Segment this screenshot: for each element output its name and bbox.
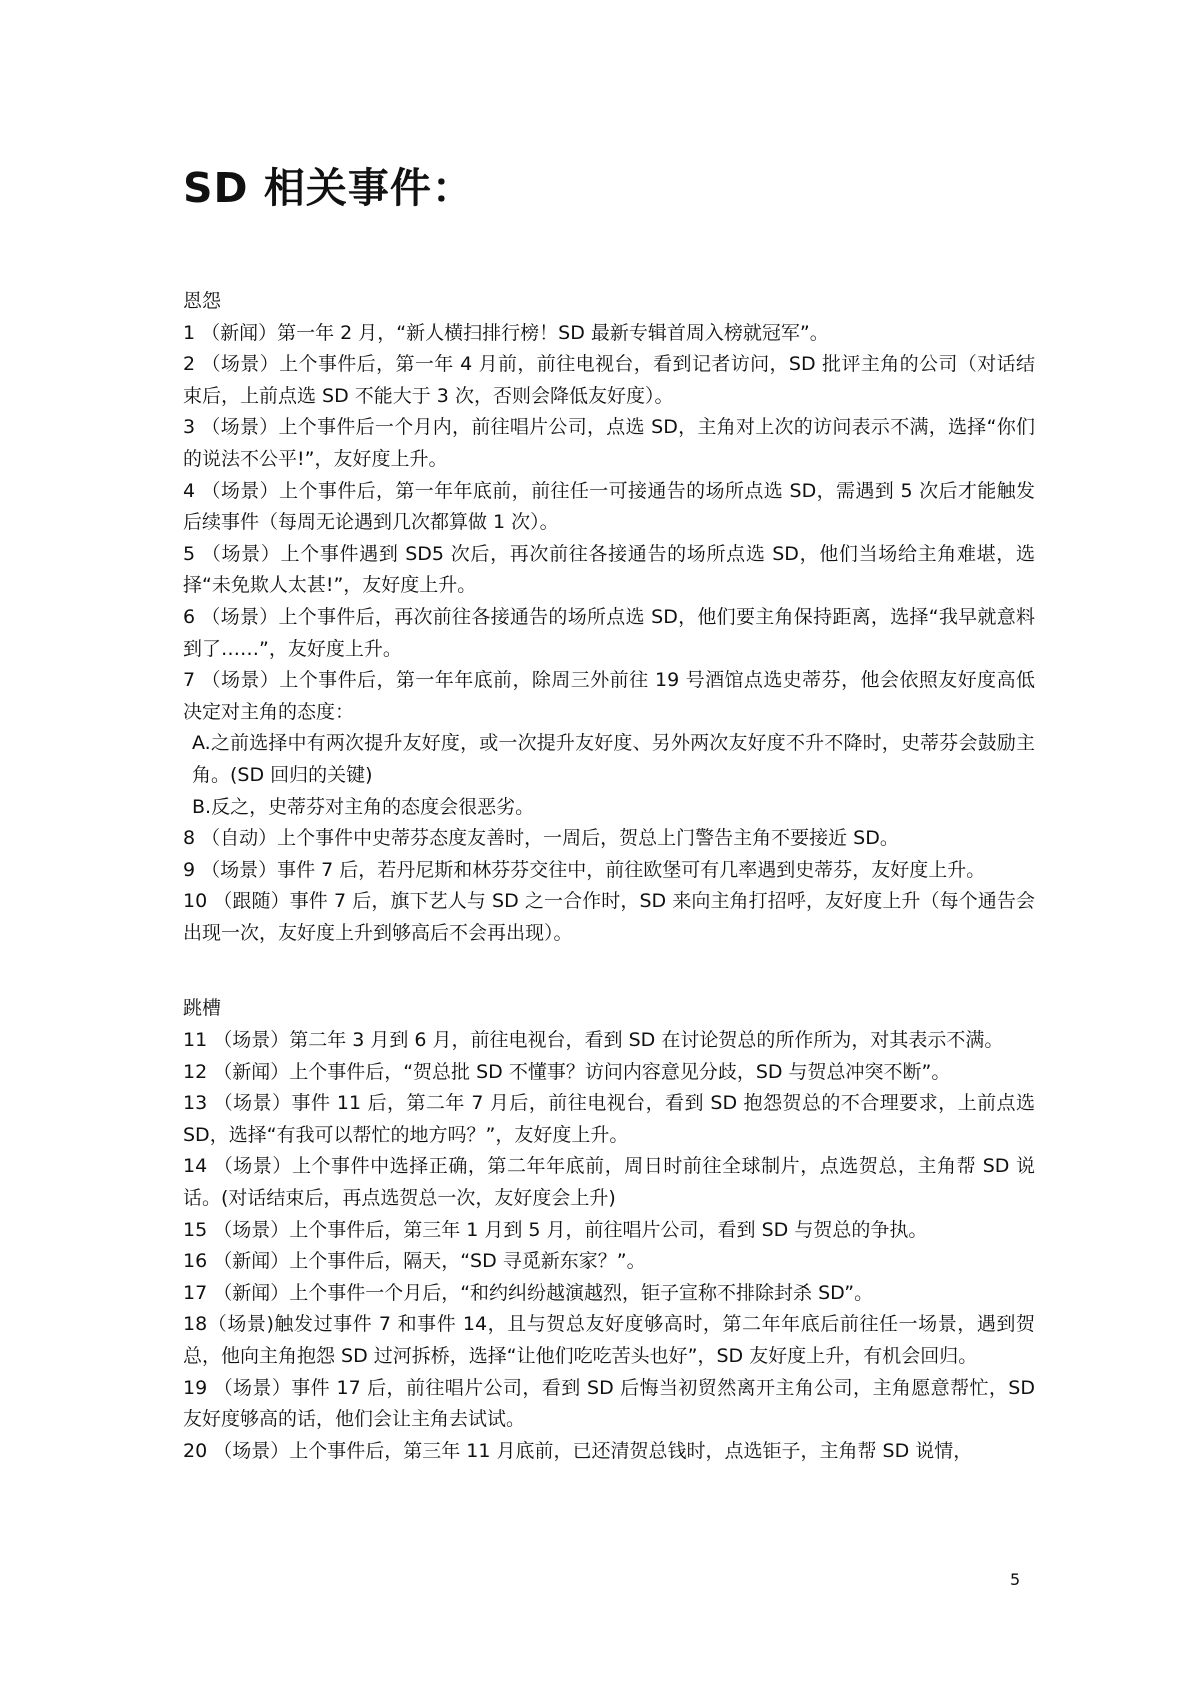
event-paragraph: 5 （场景）上个事件遇到 SD5 次后，再次前往各接通告的场所点选 SD，他们当场给主角难堪，选择“未免欺人太甚!”，友好度上升。 xyxy=(183,542,1035,597)
event-paragraph: 3 （场景）上个事件后一个月内，前往唱片公司，点选 SD，主角对上次的访问表示不满，选择“你们的说法不公平!”，友好度上升。 xyxy=(183,416,1035,470)
option-paragraph: B.反之，史蒂芬对主角的态度会很恶劣。 xyxy=(192,795,535,818)
event-paragraph: 2 （场景）上个事件后，第一年 4 月前，前往电视台，看到记者访问，SD 批评主角的公司（对话结束后，上前点选 SD 不能大于 3 次，否则会降低友好度）。 xyxy=(183,353,1035,407)
event-paragraph: 9 （场景）事件 7 后，若丹尼斯和林芬芬交往中，前往欧堡可有几率遇到史蒂芬，友好度上升。 xyxy=(183,858,986,881)
section-heading: 跳槽 xyxy=(183,997,222,1020)
event-paragraph: 10 （跟随）事件 7 后，旗下艺人与 SD 之一合作时，SD 来向主角打招呼，友好度上升（每个通告会出现一次，友好度上升到够高后不会再出现）。 xyxy=(183,890,1035,944)
event-paragraph: 6 （场景）上个事件后，再次前往各接通告的场所点选 SD，他们要主角保持距离，选择“我早就意料到了……”，友好度上升。 xyxy=(183,605,1035,660)
section-transfer xyxy=(183,993,1035,1467)
event-paragraph: 17 （新闻）上个事件一个月后，“和约纠纷越演越烈，钜子宣称不排除封杀 SD”。 xyxy=(183,1281,874,1304)
event-paragraph: 20 （场景）上个事件后，第三年 11 月底前，已还清贺总钱时，点选钜子，主角帮 SD 说情， xyxy=(183,1439,973,1462)
event-paragraph: 13 （场景）事件 11 后，第二年 7 月后，前往电视台，看到 SD 抱怨贺总的不合理要求，上前点选 SD，选择“有我可以帮忙的地方吗？”，友好度上升。 xyxy=(183,1092,1035,1146)
document-body xyxy=(183,286,1035,1467)
page-number: 5 xyxy=(1010,1570,1021,1589)
event-paragraph: 4 （场景）上个事件后，第一年年底前，前往任一可接通告的场所点选 SD，需遇到 5 次后才能触发后续事件（每周无论遇到几次都算做 1 次）。 xyxy=(183,479,1035,534)
event-paragraph: 11 （场景）第二年 3 月到 6 月，前往电视台，看到 SD 在讨论贺总的所作所为，对其表示不满。 xyxy=(183,1029,1004,1052)
event-paragraph: 8 （自动）上个事件中史蒂芬态度友善时，一周后，贺总上门警告主角不要接近 SD。 xyxy=(183,827,899,850)
event-paragraph: 15 （场景）上个事件后，第三年 1 月到 5 月，前往唱片公司，看到 SD 与贺总的争执。 xyxy=(183,1218,928,1241)
page-title: SD 相关事件： xyxy=(183,164,474,212)
event-paragraph: 14 （场景）上个事件中选择正确，第二年年底前，周日时前往全球制片，点选贺总，主角帮 SD 说话。(对话结束后，再点选贺总一次，友好度会上升) xyxy=(183,1155,1035,1210)
section-grudge xyxy=(183,286,1035,949)
event-paragraph: 18（场景)触发过事件 7 和事件 14，且与贺总友好度够高时，第二年年底后前往任一场景，遇到贺总，他向主角抱怨 SD 过河拆桥，选择“让他们吃吃苦头也好”，SD 友好度上升，有机会回归。 xyxy=(183,1313,1035,1367)
section-spacer xyxy=(183,949,1035,993)
event-paragraph: 1 （新闻）第一年 2 月，“新人横扫排行榜！SD 最新专辑首周入榜就冠军”。 xyxy=(183,321,829,344)
section-heading: 恩怨 xyxy=(183,290,222,312)
event-paragraph: 12 （新闻）上个事件后，“贺总批 SD 不懂事？访问内容意见分歧，SD 与贺总冲突不断”。 xyxy=(183,1060,951,1083)
option-paragraph: A.之前选择中有两次提升友好度，或一次提升友好度、另外两次友好度不升不降时，史蒂芬会鼓励主角。(SD 回归的关键) xyxy=(192,732,1035,786)
event-paragraph: 19 （场景）事件 17 后，前往唱片公司，看到 SD 后悔当初贸然离开主角公司，主角愿意帮忙，SD 友好度够高的话，他们会让主角去试试。 xyxy=(183,1376,1035,1431)
event-paragraph: 16 （新闻）上个事件后，隔天，“SD 寻觅新东家？”。 xyxy=(183,1250,646,1273)
event-paragraph: 7 （场景）上个事件后，第一年年底前，除周三外前往 19 号酒馆点选史蒂芬，他会依照友好度高低决定对主角的态度： xyxy=(183,669,1035,723)
